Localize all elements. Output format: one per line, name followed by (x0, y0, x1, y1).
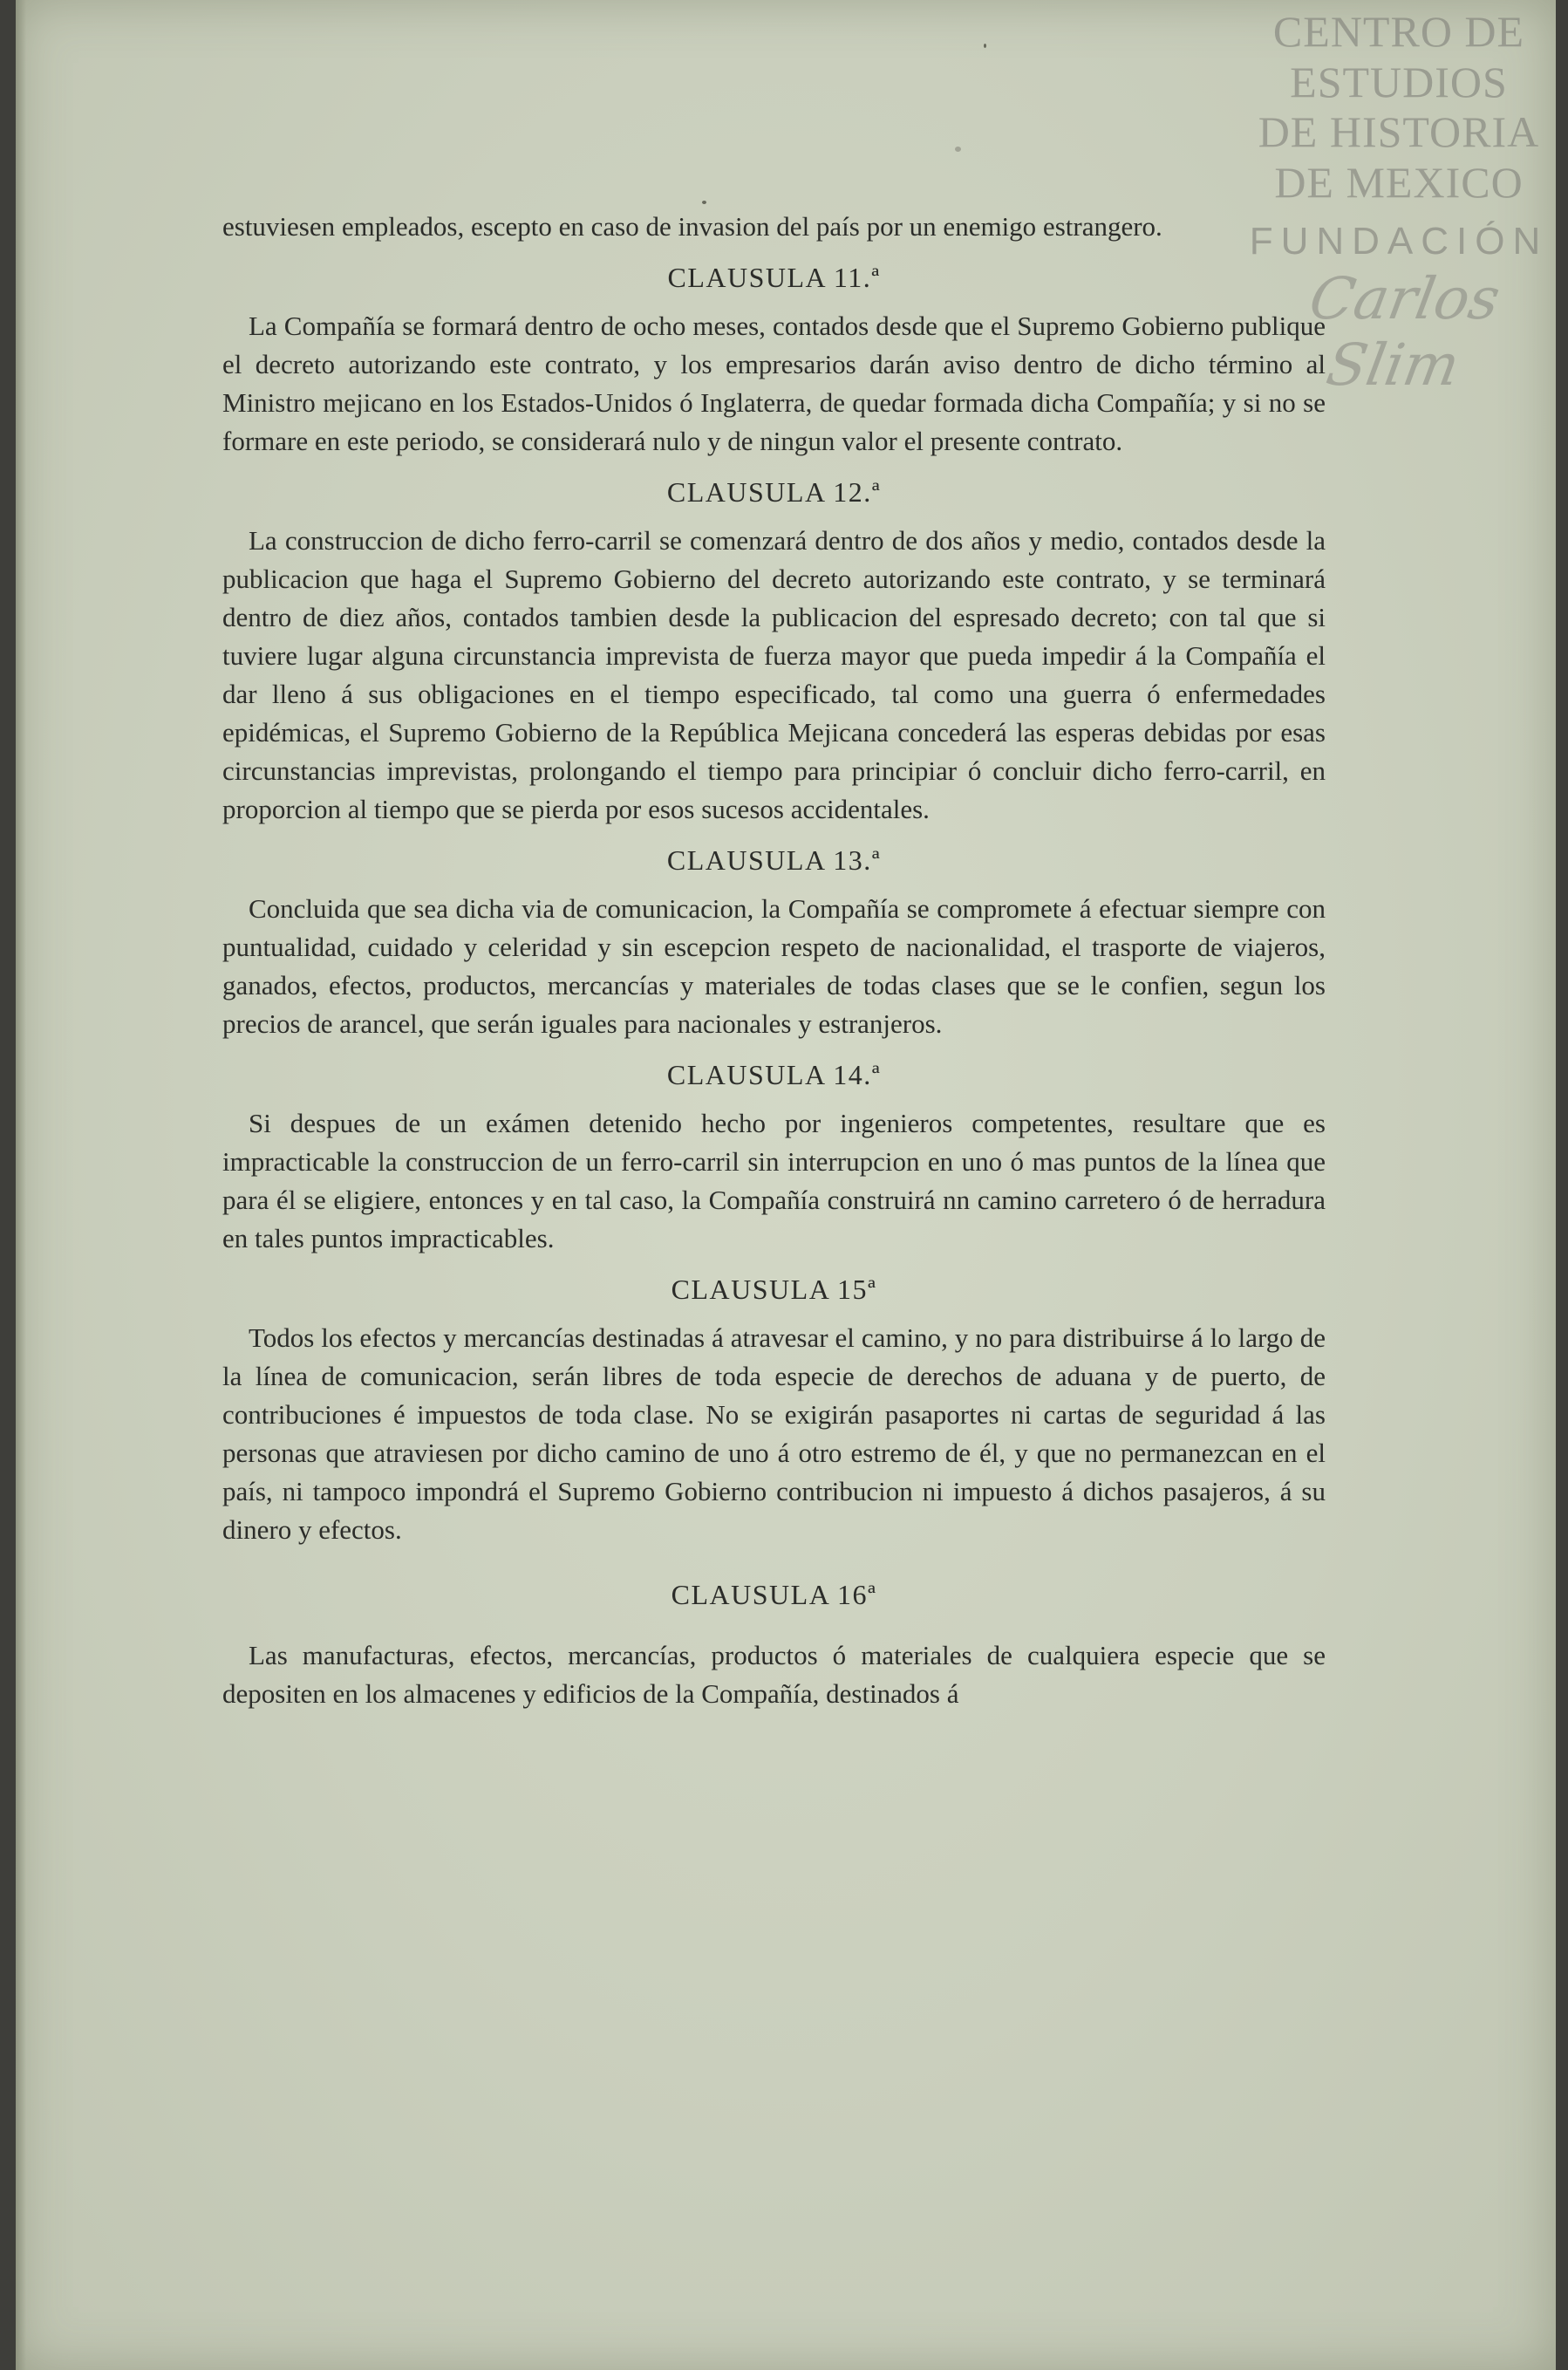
watermark-line: CENTRO DE (1272, 7, 1525, 56)
page-shadow-edge (16, 0, 26, 2370)
clause-paragraph: Concluida que sea dicha via de comunicacion, la Compañía se compromete á efectuar siempre con puntualidad, cuidado y celeridad y sin escepcion respeto de nacionalidad, el trasporte de viajeros, ganados, efectos, productos, mercancías y materiales de todas clases que se le confien, segun los precios de arancel, que serán iguales para nacionales y estranjeros. (222, 893, 1326, 1039)
paper-speck (984, 44, 986, 48)
clause-heading: CLAUSULA 11.ª (667, 262, 881, 293)
clause-paragraph: Todos los efectos y mercancías destinadas á atravesar el camino, y no para distribuirse á lo largo de la línea de comunicacion, serán libres de toda especie de derechos de aduana y de puerto, de contribuciones é impuestos de toda clase. No se exigirán pasaportes ni cartas de seguridad á las personas que atraviesen por dicho camino de uno á otro estremo de él, y que no permanezcan en el país, ni tampoco impondrá el Supremo Gobierno contribucion ni impuesto á dichos pasajeros, á su dinero y efectos. (222, 1322, 1326, 1545)
clause-paragraph: La construccion de dicho ferro-carril se comenzará dentro de dos años y medio, contados desde la publicacion que haga el Supremo Gobierno del decreto autorizando este contrato, y se terminará dentro de diez años, contados tambien desde la publicacion del espresado decreto; con tal que si tuviere lugar alguna circunstancia imprevista de fuerza mayor que pueda impedir á la Compañía el dar lleno á sus obligaciones en el tiempo especificado, tal como una guerra ó enfermedades epidémicas, el Supremo Gobierno de la República Mejicana concederá las esperas debidas por esas circunstancias imprevistas, prolongando el tiempo para principiar ó concluir dicho ferro-carril, en proporcion al tiempo que se pierda por esos sucesos accidentales. (222, 525, 1326, 824)
paper-speck (955, 147, 961, 152)
opening-paragraph: estuviesen empleados, escepto en caso de invasion del país por un enemigo estrangero. (222, 211, 1162, 242)
watermark-line: DE MEXICO (1274, 157, 1524, 207)
watermark-line: DE HISTORIA (1258, 107, 1540, 156)
clause-paragraph: Las manufacturas, efectos, mercancías, productos ó materiales de cualquiera especie que se depositen en los almacenes y edificios de la Compañía, destinados á (222, 1640, 1326, 1709)
document-body (222, 208, 1326, 1713)
clause-paragraph: La Compañía se formará dentro de ocho meses, contados desde que el Supremo Gobierno publique el decreto autorizando este contrato, y los empresarios darán aviso dentro de dicho término al Ministro mejicano en los Estados-Unidos ó Inglaterra, de quedar formada dicha Compañía; y si no se formare en este periodo, se considerará nulo y de ningun valor el presente contrato. (222, 311, 1326, 456)
watermark-foundation: FUNDACIÓN (1249, 220, 1549, 263)
watermark-signature: Carlos Slim (1304, 264, 1505, 399)
clause-heading: CLAUSULA 14.ª (666, 1059, 882, 1090)
clause-paragraph: Si despues de un exámen detenido hecho por ingenieros competentes, resultare que es impracticable la construccion de un ferro-carril sin interrupcion en uno ó mas puntos de la línea que para él se eligiere, entonces y en tal caso, la Compañía construirá nn camino carretero ó de herradura en tales puntos impracticables. (222, 1108, 1326, 1253)
clause-heading: CLAUSULA 12.ª (666, 476, 882, 508)
clause-heading: CLAUSULA 13.ª (666, 844, 882, 876)
clause-heading: CLAUSULA 16ª (671, 1579, 877, 1610)
clause-heading: CLAUSULA 15ª (671, 1274, 877, 1305)
paper-speck (702, 201, 706, 204)
watermark-line: ESTUDIOS (1290, 57, 1508, 106)
